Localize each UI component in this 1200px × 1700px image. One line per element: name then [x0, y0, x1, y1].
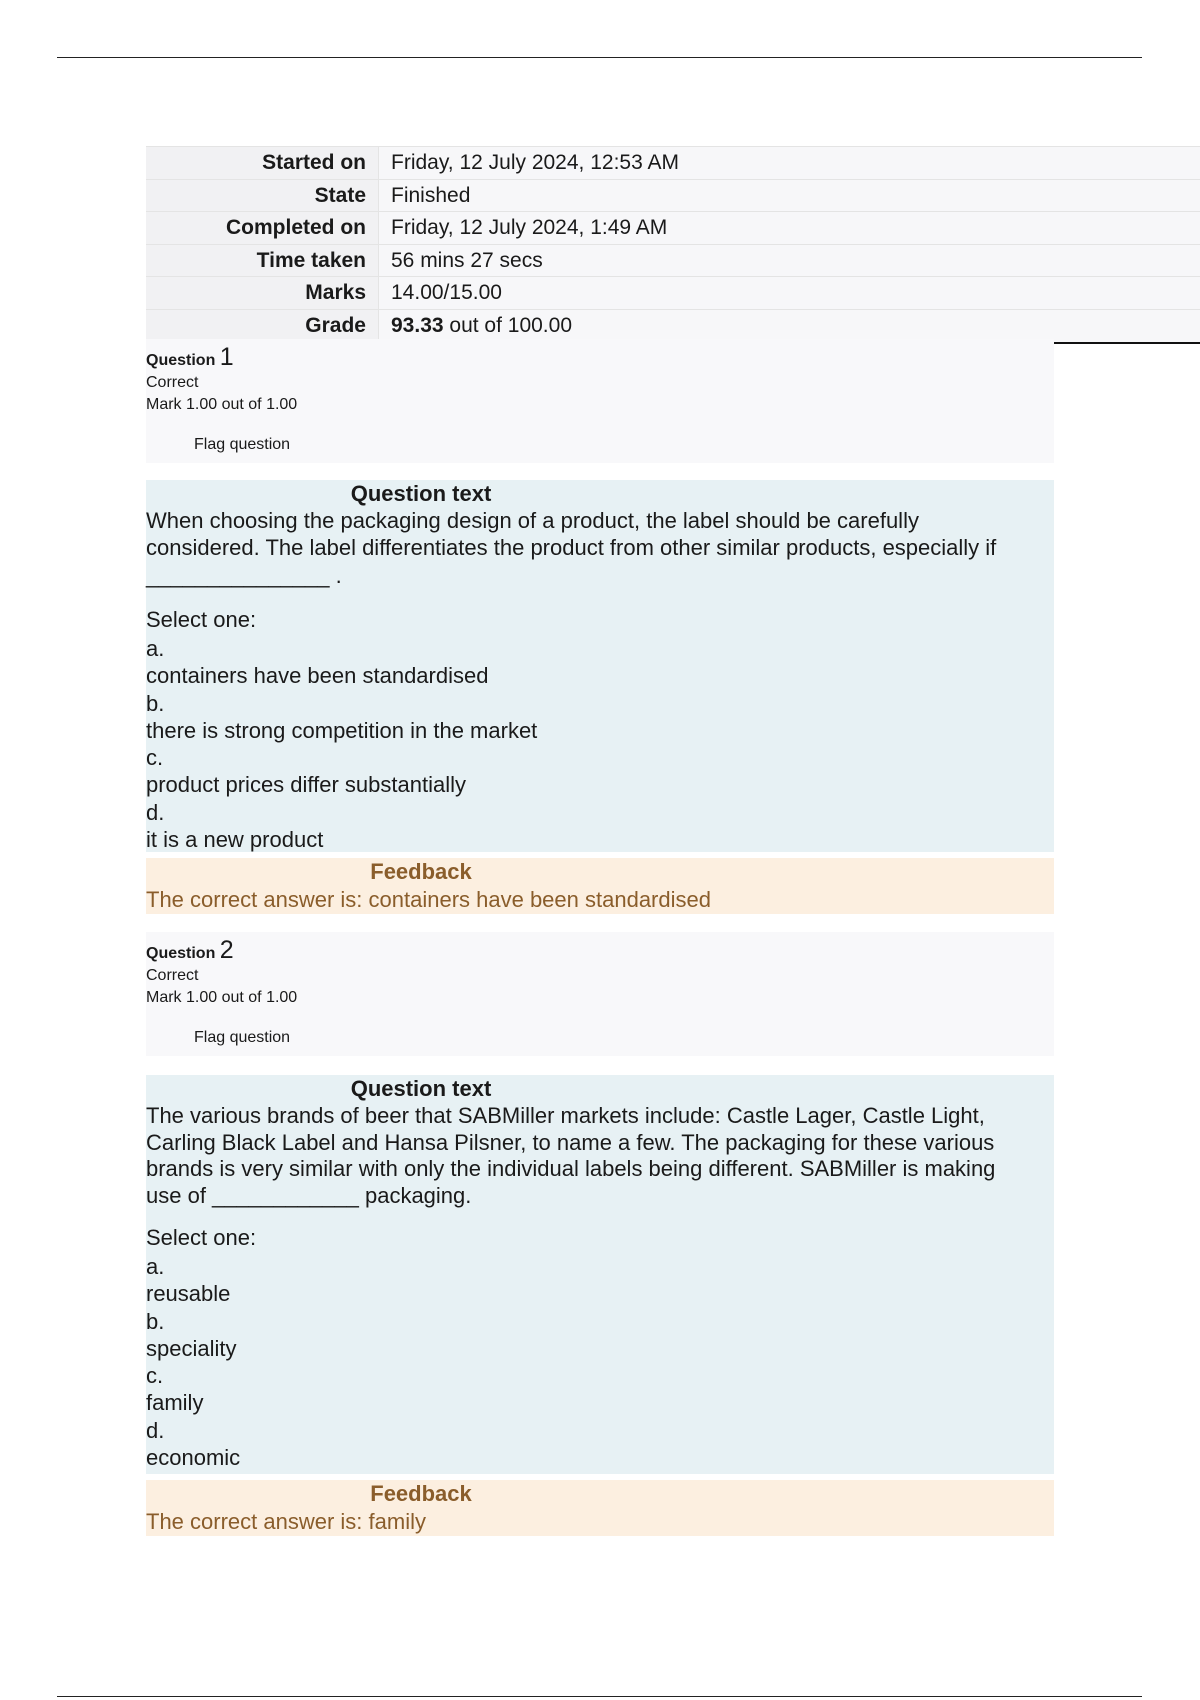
summary-row-started: [146, 146, 1200, 179]
summary-value: 14.00/15.00: [378, 277, 1200, 309]
question-2-feedback: [146, 1480, 1054, 1536]
question-text-heading: Question text: [350, 1076, 492, 1101]
summary-value: 56 mins 27 secs: [378, 245, 1200, 277]
option-a-letter[interactable]: a.: [146, 636, 165, 661]
summary-value: Friday, 12 July 2024, 1:49 AM: [378, 212, 1200, 244]
summary-label: Started on: [146, 147, 378, 179]
summary-row-completed: [146, 211, 1200, 244]
flag-question-link[interactable]: Flag question: [194, 1029, 291, 1046]
option-a-text[interactable]: reusable: [146, 1281, 231, 1307]
summary-label: Marks: [146, 277, 378, 309]
question-blank: _______________ .: [146, 563, 342, 588]
summary-row-marks: [146, 276, 1200, 309]
question-text-line: When choosing the packaging design of a product, the label should be carefully: [146, 508, 919, 533]
question-2-text: [146, 1075, 1054, 1474]
question-number: [146, 936, 1054, 965]
question-text-heading: Question text: [350, 481, 492, 506]
question-state: Correct: [146, 967, 199, 984]
question-label: Question: [146, 945, 216, 962]
question-1-feedback: [146, 858, 1054, 914]
question-1-text: [146, 480, 1054, 852]
option-d-letter[interactable]: d.: [146, 799, 165, 825]
flag-question-link[interactable]: Flag question: [194, 436, 291, 453]
grade-score: 93.33: [391, 313, 444, 337]
feedback-heading: Feedback: [370, 859, 472, 884]
question-number: [146, 343, 1054, 372]
summary-value: Friday, 12 July 2024, 12:53 AM: [378, 147, 1200, 179]
option-c-letter[interactable]: c.: [146, 1363, 164, 1389]
question-mark: Mark 1.00 out of 1.00: [146, 989, 298, 1006]
option-d-letter[interactable]: d.: [146, 1417, 165, 1443]
question-text-line: considered. The label differentiates the product from other similar products, especially if: [146, 534, 997, 560]
question-mark: Mark 1.00 out of 1.00: [146, 396, 298, 413]
question-1-info: [146, 339, 1054, 463]
option-b-letter[interactable]: b.: [146, 1308, 165, 1334]
attempt-summary-table: [146, 146, 1200, 344]
question-text-line: The various brands of beer that SABMiller markets include: Castle Lager, Castle Light,: [146, 1103, 985, 1128]
option-c-text[interactable]: product prices differ substantially: [146, 772, 466, 798]
summary-label: Completed on: [146, 212, 378, 244]
question-label: Question: [146, 352, 216, 369]
feedback-answer: The correct answer is: containers have been standardised: [146, 887, 711, 912]
page-top-rule: [57, 57, 1142, 58]
page-bottom-rule: [57, 1696, 1142, 1697]
question-text-line: Carling Black Label and Hansa Pilsner, to name a few. The packaging for these various: [146, 1129, 995, 1155]
question-text-line: use of ____________ packaging.: [146, 1182, 472, 1208]
grade-out-of: out of 100.00: [443, 313, 573, 337]
option-c-letter[interactable]: c.: [146, 745, 164, 771]
option-b-text[interactable]: there is strong competition in the market: [146, 717, 538, 743]
option-d-text[interactable]: economic: [146, 1445, 241, 1471]
summary-row-time-taken: [146, 244, 1200, 277]
summary-value: Finished: [378, 180, 1200, 212]
feedback-heading: Feedback: [370, 1481, 472, 1506]
summary-label: Grade: [146, 310, 378, 342]
option-c-text[interactable]: family: [146, 1390, 204, 1416]
option-a-letter[interactable]: a.: [146, 1254, 165, 1279]
option-b-text[interactable]: speciality: [146, 1335, 237, 1361]
option-d-text[interactable]: it is a new product: [146, 827, 324, 853]
summary-row-state: [146, 179, 1200, 212]
summary-value: [378, 310, 1200, 342]
option-a-text[interactable]: containers have been standardised: [146, 663, 489, 689]
select-one-label: Select one:: [146, 1225, 257, 1250]
summary-label: Time taken: [146, 245, 378, 277]
option-b-letter[interactable]: b.: [146, 690, 165, 716]
select-one-label: Select one:: [146, 607, 257, 632]
question-2-info: [146, 932, 1054, 1056]
question-state: Correct: [146, 374, 199, 391]
question-text-line: brands is very similar with only the individual labels being different. SABMiller is making: [146, 1156, 996, 1181]
summary-label: State: [146, 180, 378, 212]
feedback-answer: The correct answer is: family: [146, 1509, 426, 1534]
question-number-value: 2: [219, 936, 234, 964]
question-number-value: 1: [219, 343, 234, 371]
